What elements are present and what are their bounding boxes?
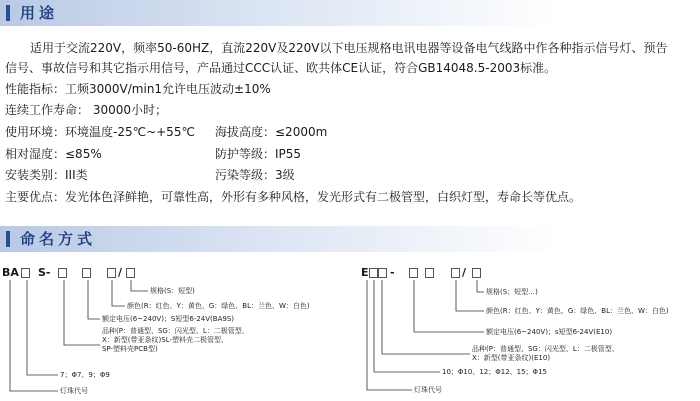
e-slash: / [462, 266, 467, 279]
naming-section-title: 命名方式 [20, 230, 97, 248]
performance-spec: 性能指标：工频3000V/min1允许电压波动±10% [5, 82, 271, 96]
usage-section-title: 用途 [20, 4, 59, 22]
e-box-2 [378, 268, 387, 278]
advantages-text: 主要优点：发光体色泽鲜艳，可靠性高，外形有多种风格，发光形式有二极管型，白织灯型，寿命长等优点。 [5, 190, 582, 204]
ba-box-4 [107, 268, 116, 278]
e-variety-line2: X：新型(带亚条纹)(E10) [472, 354, 551, 362]
ba-box-1 [21, 268, 30, 278]
e-size-label: 10；Φ10、12；Φ12、15；Φ15 [442, 368, 547, 376]
e-prefix: E [361, 266, 369, 279]
ba-base-label: 灯珠代号 [60, 387, 88, 395]
ba-spec-label: 规格(S：短型) [150, 287, 195, 295]
e-box-4 [425, 268, 434, 278]
ba-box-3 [82, 268, 91, 278]
ba-size-label: 7；Φ7、9；Φ9 [60, 371, 110, 379]
pollution-spec: 污染等级：3级 [215, 168, 295, 182]
e-box-6 [472, 268, 481, 278]
ba-slash: / [118, 266, 123, 279]
e-box-5 [451, 268, 460, 278]
ba-variety-line3: SP-塑料壳PCB型) [102, 345, 158, 353]
protection-spec: 防护等级：IP55 [215, 147, 302, 161]
ba-box-2 [58, 268, 67, 278]
ba-s-dash: S- [38, 266, 51, 279]
environment-temperature: 使用环境：环境温度-25℃~+55℃ [5, 125, 195, 139]
ba-variety-line1: 品种(P：普通型、SG：闪光型、L：二极管型、 [102, 327, 249, 335]
altitude-spec: 海拔高度：≤2000m [215, 125, 328, 139]
e-base-label: 灯珠代号 [414, 386, 442, 394]
humidity-spec: 相对湿度：≤85% [5, 147, 102, 161]
e-color-label: 颜色(R：红色、Y：黄色、G：绿色、BL：兰色、W：白色) [486, 307, 669, 315]
e-spec-label: 规格(S；短型…) [486, 288, 538, 296]
e-box-1 [369, 268, 378, 278]
ba-color-label: 颜色(R：红色、Y：黄色、G：绿色、BL：兰色、W：白色) [127, 302, 310, 310]
install-class-spec: 安装类别：III类 [5, 168, 88, 182]
e-voltage-label: 额定电压(6~240V)；s短型6-24V(E10) [486, 328, 613, 336]
usage-paragraph-line1: 适用于交流220V，频率50-60HZ，直流220V及220V以下电压规格电讯电器等设备电气线路中作各种指示信号灯、预告 [30, 41, 668, 55]
ba-box-5 [126, 268, 135, 278]
ba-voltage-label: 额定电压(6~240V)；S短型6-24V(BA9S) [102, 315, 234, 323]
usage-paragraph-line2: 信号、事故信号和其它指示用信号，产品通过CCC认证、欧共体CE认证，符合GB14048.5-2003标准。 [5, 61, 557, 75]
ba-variety-line2: X：新型(带亚条纹)SL-塑料壳二极管型、 [102, 336, 229, 344]
lifetime-spec: 连续工作寿命： 30000小时； [5, 103, 167, 117]
e-box-3 [409, 268, 418, 278]
e-dash: - [390, 266, 395, 279]
ba-prefix: BA [2, 266, 19, 279]
e-variety-line1: 品种(P：普通型、SG：闪光型、L：二极管型、 [472, 345, 619, 353]
